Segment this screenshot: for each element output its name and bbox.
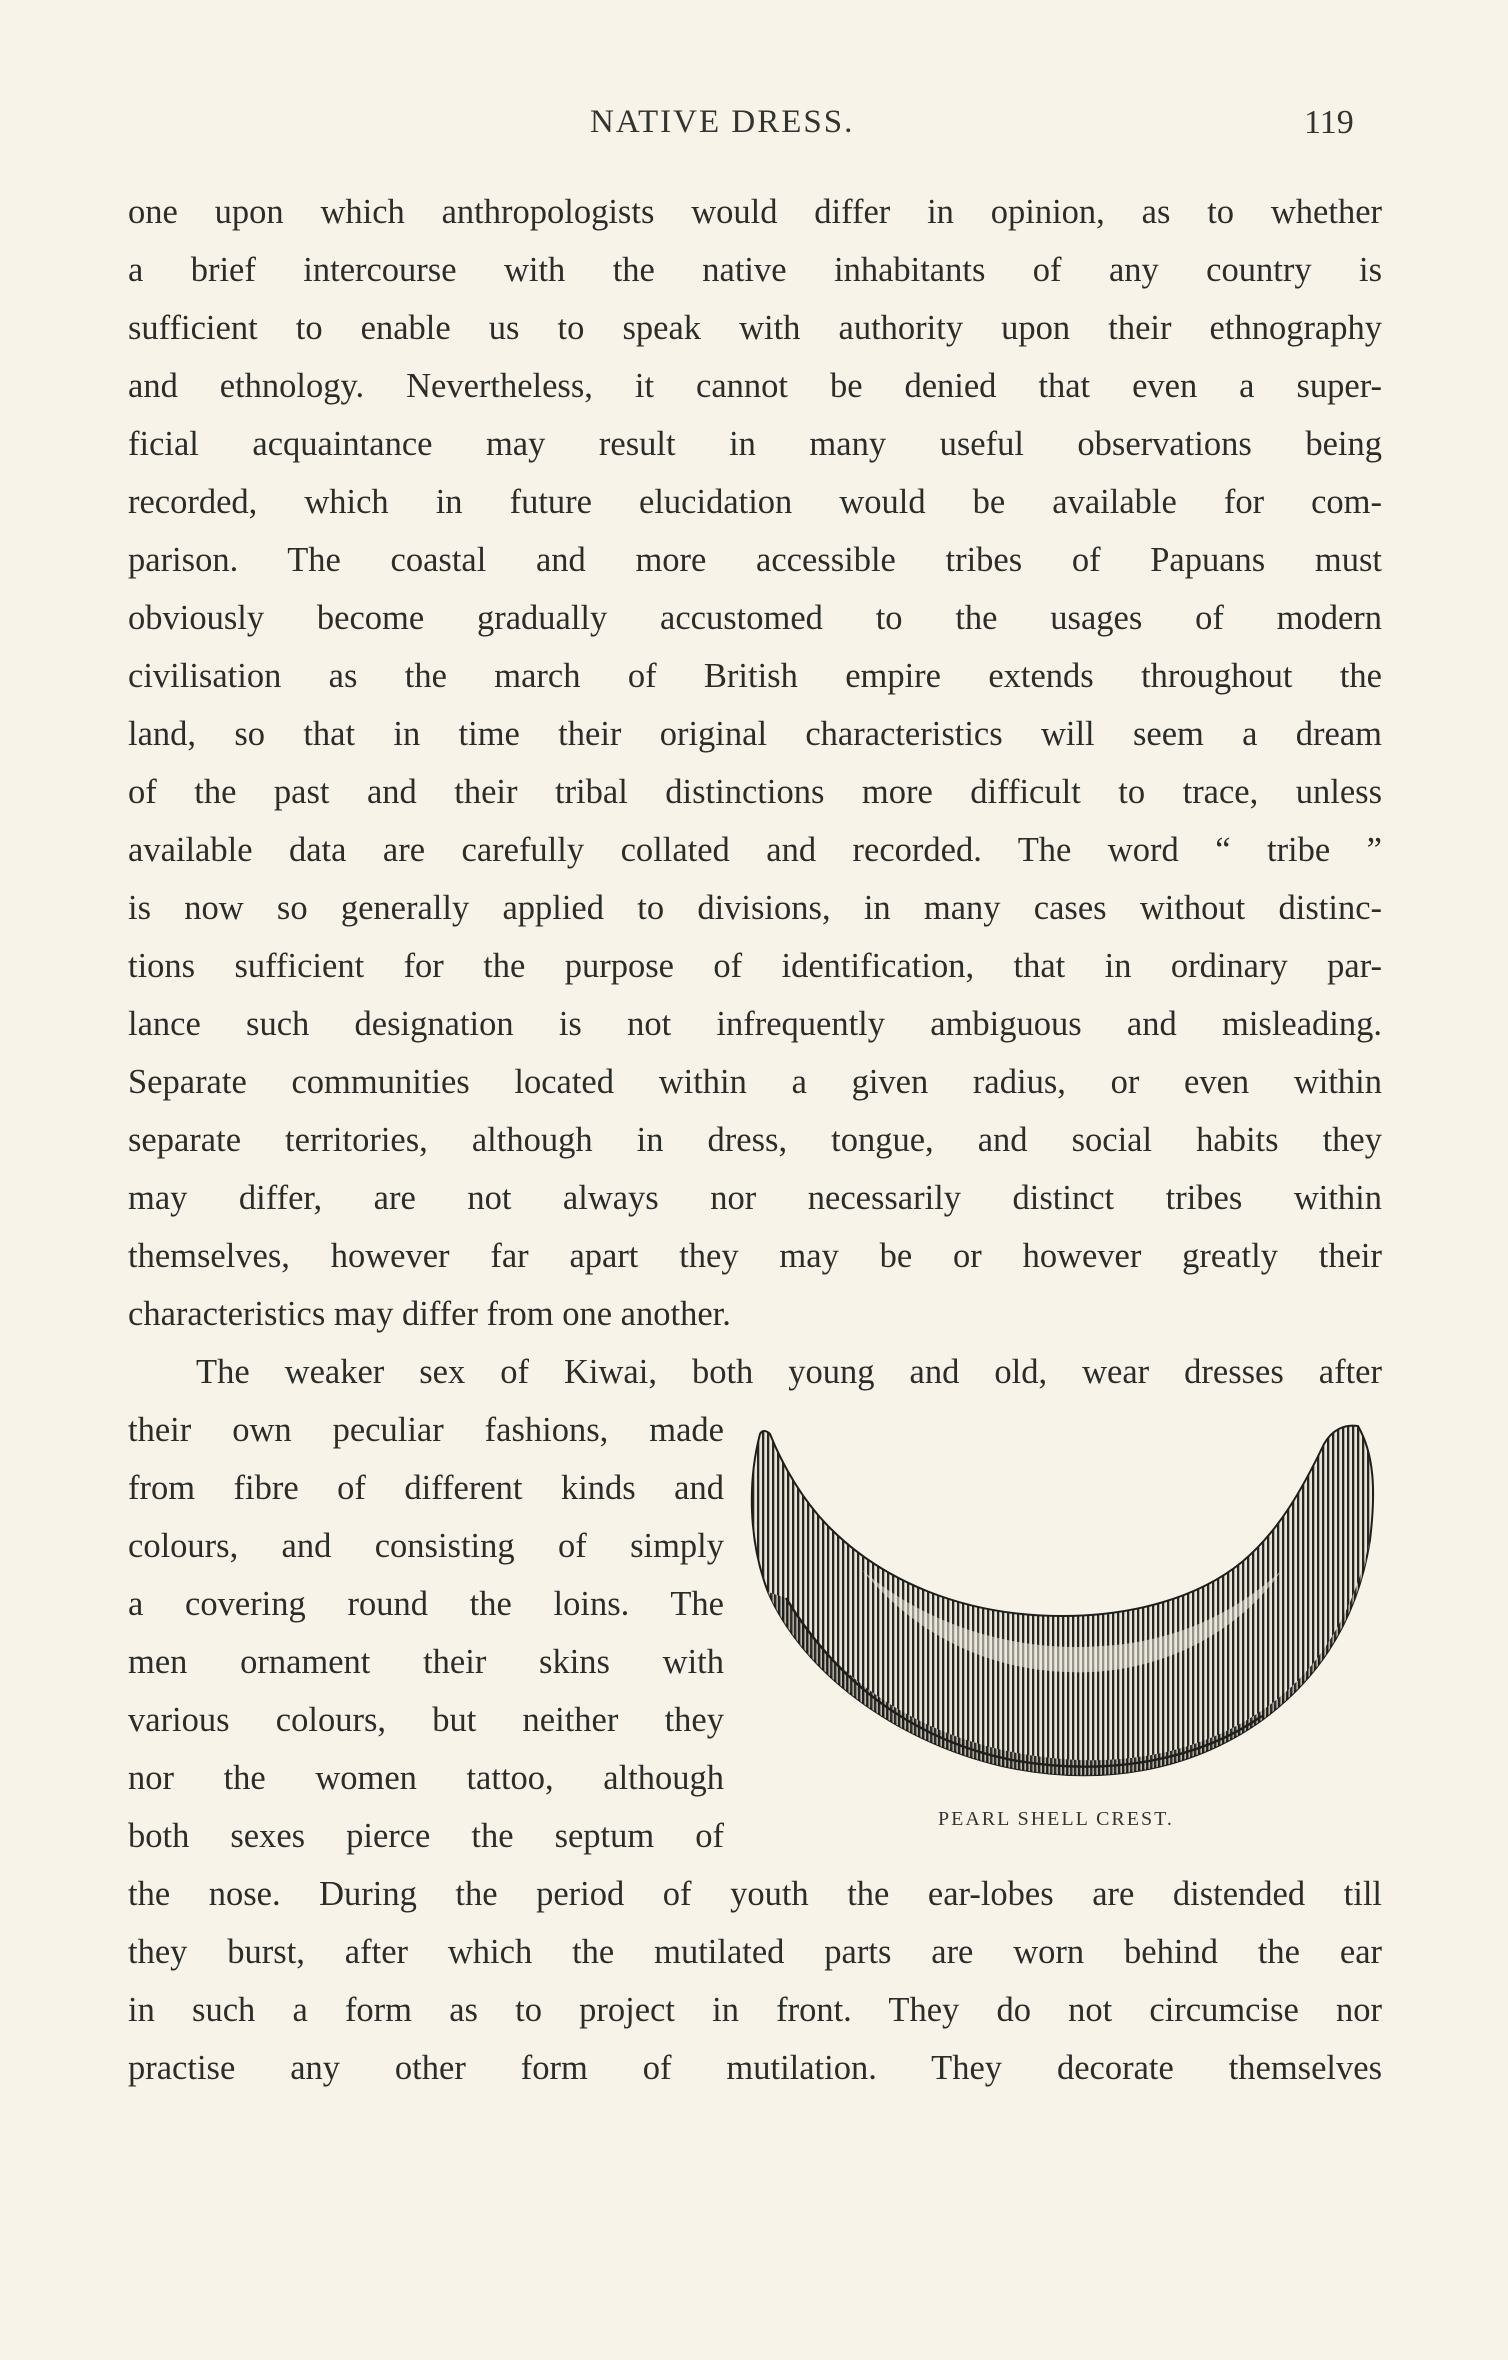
page-number: 119	[1304, 104, 1354, 141]
text-line: men ornament their skins with	[128, 1643, 724, 1681]
figure-caption: PEARL SHELL CREST.	[938, 1808, 1174, 1830]
text-line: their own peculiar fashions, made	[128, 1411, 724, 1449]
text-line: in such a form as to project in front. They do not circumcise nor	[128, 1991, 1382, 2029]
text-line: colours, and consisting of simply	[128, 1527, 724, 1565]
text-line: themselves, however far apart they may be or however greatly their	[128, 1237, 1382, 1275]
text-line: is now so generally applied to divisions, in many cases without distinc-	[128, 889, 1382, 927]
pearl-shell-crest-illustration	[742, 1420, 1382, 1820]
text-line: the nose. During the period of youth the ear-lobes are distended till	[128, 1875, 1382, 1913]
text-line: a covering round the loins. The	[128, 1585, 724, 1623]
text-line: nor the women tattoo, although	[128, 1759, 724, 1797]
text-line: ficial acquaintance may result in many useful observations being	[128, 425, 1382, 463]
running-title: NATIVE DRESS.	[590, 104, 855, 140]
text-line: practise any other form of mutilation. They decorate themselves	[128, 2049, 1382, 2087]
text-line: The weaker sex of Kiwai, both young and old, wear dresses after	[196, 1353, 1382, 1391]
text-line: from fibre of different kinds and	[128, 1469, 724, 1507]
text-line: separate territories, although in dress, tongue, and social habits they	[128, 1121, 1382, 1159]
text-line: tions sufficient for the purpose of identification, that in ordinary par-	[128, 947, 1382, 985]
pearl-shell-crest-engraving	[742, 1420, 1382, 1820]
text-line: Separate communities located within a given radius, or even within	[128, 1063, 1382, 1101]
text-line: characteristics may differ from one another.	[128, 1295, 731, 1333]
text-line: civilisation as the march of British empire extends throughout the	[128, 657, 1382, 695]
text-line: of the past and their tribal distinctions more difficult to trace, unless	[128, 773, 1382, 811]
text-line: one upon which anthropologists would differ in opinion, as to whether	[128, 193, 1382, 231]
text-line: sufficient to enable us to speak with authority upon their ethnography	[128, 309, 1382, 347]
text-line: parison. The coastal and more accessible tribes of Papuans must	[128, 541, 1382, 579]
text-line: recorded, which in future elucidation would be available for com-	[128, 483, 1382, 521]
running-head	[0, 104, 1508, 152]
text-line: land, so that in time their original characteristics will seem a dream	[128, 715, 1382, 753]
text-line: both sexes pierce the septum of	[128, 1817, 724, 1855]
text-line: may differ, are not always nor necessarily distinct tribes within	[128, 1179, 1382, 1217]
text-line: they burst, after which the mutilated parts are worn behind the ear	[128, 1933, 1382, 1971]
text-line: and ethnology. Nevertheless, it cannot be denied that even a super-	[128, 367, 1382, 405]
text-line: obviously become gradually accustomed to the usages of modern	[128, 599, 1382, 637]
text-line: various colours, but neither they	[128, 1701, 724, 1739]
text-line: available data are carefully collated and recorded. The word “ tribe ”	[128, 831, 1382, 869]
text-line: a brief intercourse with the native inhabitants of any country is	[128, 251, 1382, 289]
text-line: lance such designation is not infrequently ambiguous and misleading.	[128, 1005, 1382, 1043]
